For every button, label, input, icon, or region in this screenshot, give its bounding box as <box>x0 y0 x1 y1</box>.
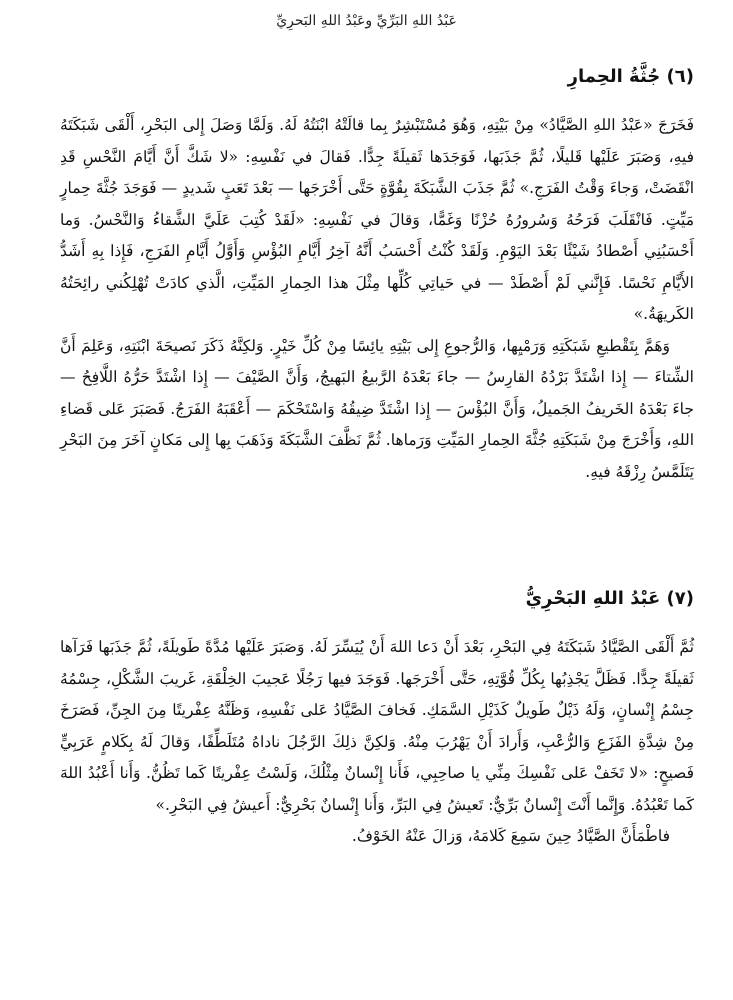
section-donkey-carcass <box>60 62 694 488</box>
paragraph: وَهَمَّ بِتَقْطيعِ شَبَكَتِهِ وَرَمْيِها، وَالرُّجوعِ إِلى بَيْتِهِ يائِسًا مِنْ كُلِّ خَيْرٍ. وَلكِنَّهُ ذَكَرَ نَصيحَةَ ابْنَتِهِ، وَعَلِمَ أَنَّ الشِّتاءَ — إِذا اشْتَدَّ بَرْدُهُ القارِسُ — جاءَ بَعْدَهُ الرَّبيعُ البَهيجُ، وَأَنَّ الصَّيْفَ — إِذا اشْتَدَّ حَرُّهُ اللَّافِحُ — جاءَ بَعْدَهُ الخَريفُ الجَميلُ، وَأَنَّ البُؤْسَ — إِذا اشْتَدَّ ضِيقُهُ وَاسْتَحْكَمَ — أَعْقَبَهُ الفَرَجُ. فَصَبَرَ عَلى قَضاءِ اللهِ، وَأَخْرَجَ مِنْ شَبَكَتِهِ جُثَّةَ الحِمارِ المَيِّتِ وَرَماها. ثُمَّ نَظَّفَ الشَّبَكَةَ وَذَهَبَ بِها إِلى مَكانٍ آخَرَ مِنَ البَحْرِ يَتَلَمَّسُ رِزْقَهُ فيهِ. <box>60 336 694 481</box>
running-header: عَبْدُ اللهِ البَرِّيِّ وعَبْدُ اللهِ البَحرِيِّ <box>276 13 457 29</box>
section-title: (٧) عَبْدُ اللهِ البَحْرِيُّ <box>525 588 694 609</box>
section-abdullah-of-the-sea <box>60 584 694 853</box>
paragraph: ثُمَّ أَلْقَى الصَّيَّادُ شَبَكَتَهُ فِي البَحْرِ، بَعْدَ أَنْ دَعا اللهَ أَنْ يُيَسِّرَ لَهُ. وَصَبَرَ عَلَيْها مُدَّةً طَويلَةً، ثُمَّ جَذَبَها فَرَآها ثَقيلَةً جِدًّا. فَظَلَّ يَجْذِبُها بِكُلِّ قُوَّتِهِ، حَتَّى أَخْرَجَها. فَوَجَدَ فيها رَجُلًا عَجيبَ الخِلْقَةِ، غَريبَ الشَّكْلِ، جِسْمُهُ جِسْمُ إِنْسانٍ، وَلَهُ ذَيْلٌ طَويلٌ كَذَيْلِ السَّمَكِ. فَخافَ الصَّيَّادُ عَلى نَفْسِهِ، وَظَنَّهُ عِفْريتًا مِنَ الجِنِّ، فَصَرَخَ مِنْ شِدَّةِ الفَزَعِ وَالرُّعْبِ، وَأَرادَ أَنْ يَهْرُبَ مِنْهُ. وَلكِنَّ ذلِكَ الرَّجُلَ ناداهُ مُتَلَطِّفًا، وَقالَ لَهُ بِكَلامٍ عَرَبِيٍّ فَصيحٍ: «لا تَخَفْ عَلى نَفْسِكَ مِنِّي يا صاحِبِي، فَأَنا إِنْسانٌ مِثْلُكَ، وَلَسْتُ عِفْريتًا كَما تَظُنُّ. وَأَنا أَعْبُدُ اللهَ كَما تَعْبُدُهُ. وَإِنَّما أَنْتَ إِنْسانٌ بَرِّيٌّ: تَعيشُ فِي البَرِّ، وَأَنا إِنْسانٌ بَحْرِيٌّ: أَعيشُ فِي البَحْرِ.» <box>60 638 694 814</box>
section-title: (٦) جُثَّةُ الحِمارِ <box>567 66 694 87</box>
paragraph: فَخَرَجَ «عَبْدُ اللهِ الصَّيَّادُ» مِنْ بَيْتِهِ، وَهُوَ مُسْتَبْشِرٌ بِما قالَتْهُ ابْنَتُهُ لَهُ. وَلَمَّا وَصَلَ إِلى البَحْرِ، أَلْقَى شَبَكَتَهُ فيهِ، وَصَبَرَ عَلَيْها قَليلًا، ثُمَّ جَذَبَها، فَوَجَدَها ثَقيلَةً جِدًّا. فَقالَ في نَفْسِهِ: «لا شَكَّ أَنَّ أَيَّامَ النَّحْسِ قَدِ انْقَضَتْ، وَجاءَ وَقْتُ الفَرَجِ.» ثُمَّ جَذَبَ الشَّبَكَةَ بِقُوَّةٍ حَتَّى أَخْرَجَها — بَعْدَ تَعَبٍ شَديدٍ — فَوَجَدَ جُثَّةَ حِمارٍ مَيِّتٍ. فَانْقَلَبَ فَرَحُهُ وَسُرورُهُ حُزْنًا وَغَمًّا، وَقالَ في نَفْسِهِ: «لَقَدْ كُتِبَ عَلَيَّ الشَّقاءُ وَالنَّحْسُ. وَما أَحْسَبُنِي أَصْطادُ شَيْئًا بَعْدَ اليَوْمِ. وَلَقَدْ كُنْتُ أَحْسَبُ أَنَّهُ آخِرُ أَيَّامِ البُؤْسِ وَأَوَّلُ أَيَّامِ الفَرَجِ، فَإِذا بِهِ أَشَدُّ الأَيَّامِ نَحْسًا. فَإِنَّني لَمْ أَصْطَدْ — في حَياتِي كُلِّها مِثْلَ هذا الحِمارِ المَيِّتِ، الَّذي كادَتْ تُهْلِكُني رائِحَتُهُ الكَريهَةُ.» <box>60 116 694 323</box>
paragraph: فاطْمَأَنَّ الصَّيَّادُ حِينَ سَمِعَ كَلامَهُ، وَزالَ عَنْهُ الخَوْفُ. <box>351 827 670 845</box>
